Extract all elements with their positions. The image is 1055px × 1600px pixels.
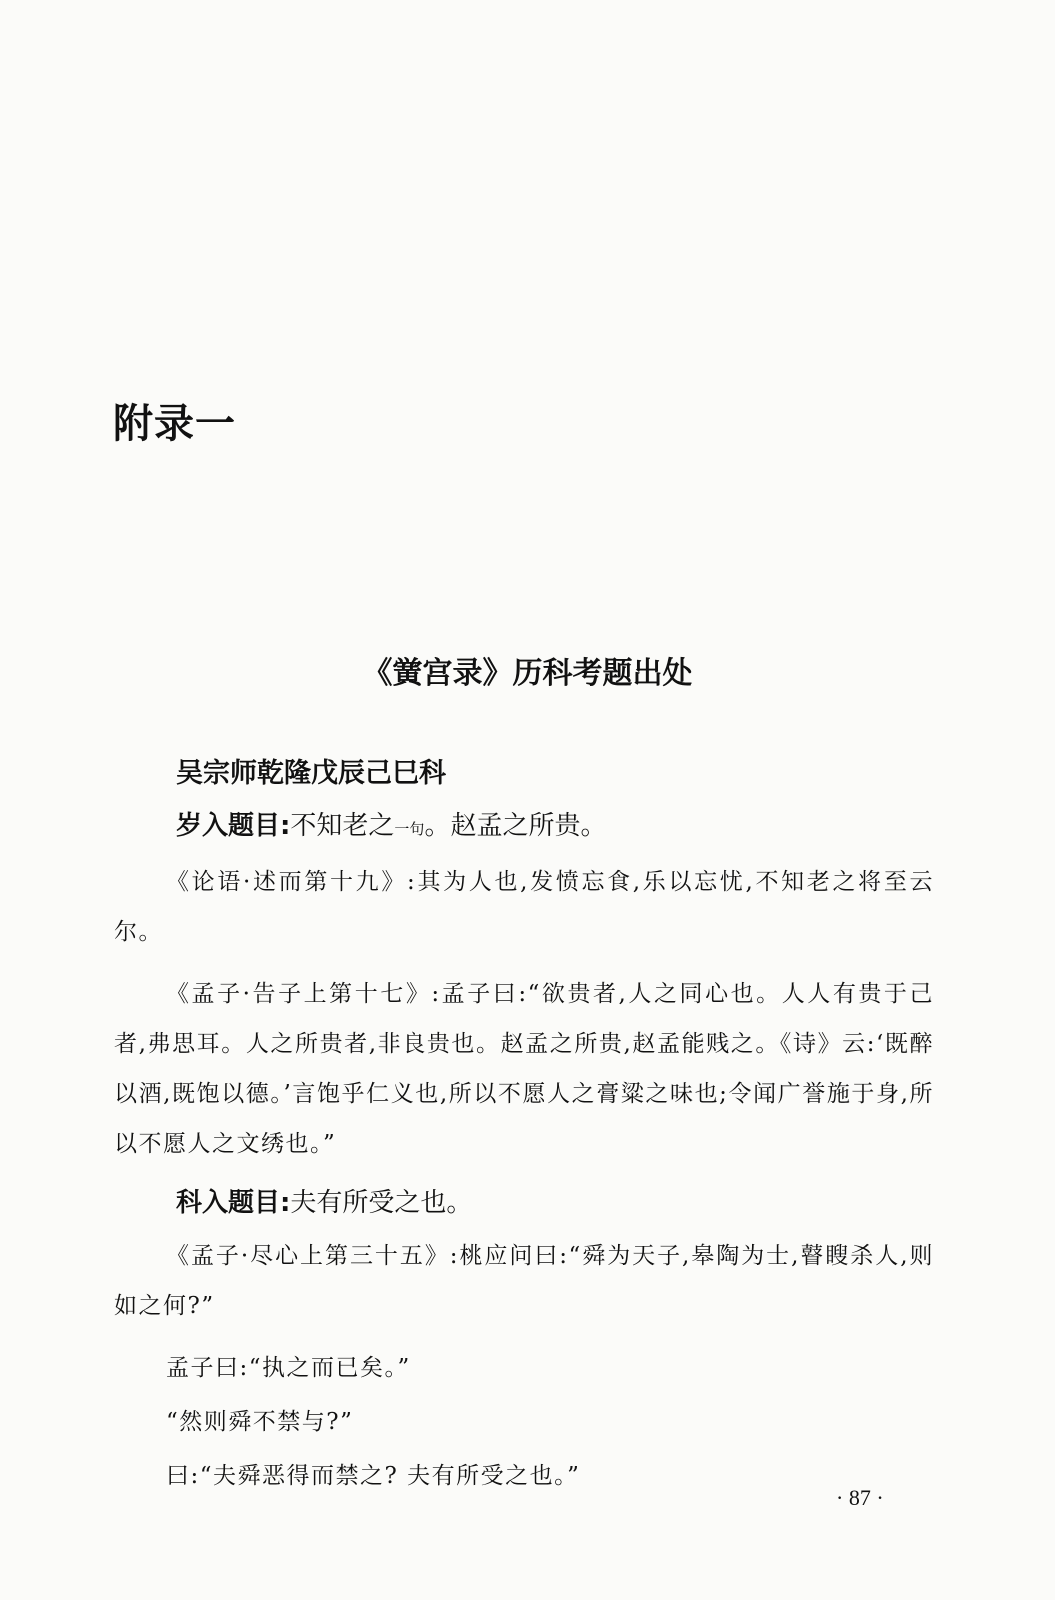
sui-exam-topic — [176, 804, 934, 851]
mencius-gaozi-citation: 《孟子·告子上第十七》:孟子曰:“欲贵者,人之同心也。人人有贵于己者,弗思耳。人之所贵者,非良贵也。赵孟之所贵,赵孟能贱之。《诗》云:‘既醉以酒,既饱以德。’言饱乎仁义也,所以不愿人之膏粱之味也;令闻广誉施于身,所以不愿人之文绣也。” — [114, 981, 934, 1157]
lunyu-citation: 《论语·述而第十九》:其为人也,发愤忘食,乐以忘忧,不知老之将至云尔。 — [114, 869, 934, 945]
page-number: · 87 · — [836, 1485, 884, 1510]
dialogue-line: 孟子曰:“执之而已矣。” — [166, 1355, 411, 1381]
sui-topic-note: 一句 — [394, 820, 425, 838]
sui-topic-label: 岁入题目: — [176, 811, 291, 841]
section-title: 《黉宫录》历科考题出处 — [362, 656, 693, 691]
sui-topic-text-2: 。赵孟之所贵。 — [424, 811, 607, 841]
appendix-title: 附录一 — [113, 401, 236, 447]
exam-heading: 吴宗师乾隆戊辰己巳科 — [176, 758, 446, 789]
ke-exam-topic — [176, 1181, 934, 1225]
dialogue-line: “然则舜不禁与?” — [166, 1409, 354, 1435]
main-content — [114, 752, 934, 1505]
dialogue-line: 曰:“夫舜恶得而禁之? 夫有所受之也。” — [166, 1463, 581, 1489]
sui-topic-text-1: 不知老之 — [290, 811, 395, 841]
ke-topic-text: 夫有所受之也。 — [290, 1188, 473, 1218]
mencius-jinxin-citation: 《孟子·尽心上第三十五》:桃应问曰:“舜为天子,皋陶为士,瞽瞍杀人,则如之何?” — [114, 1243, 934, 1319]
ke-topic-label: 科入题目: — [176, 1188, 291, 1218]
